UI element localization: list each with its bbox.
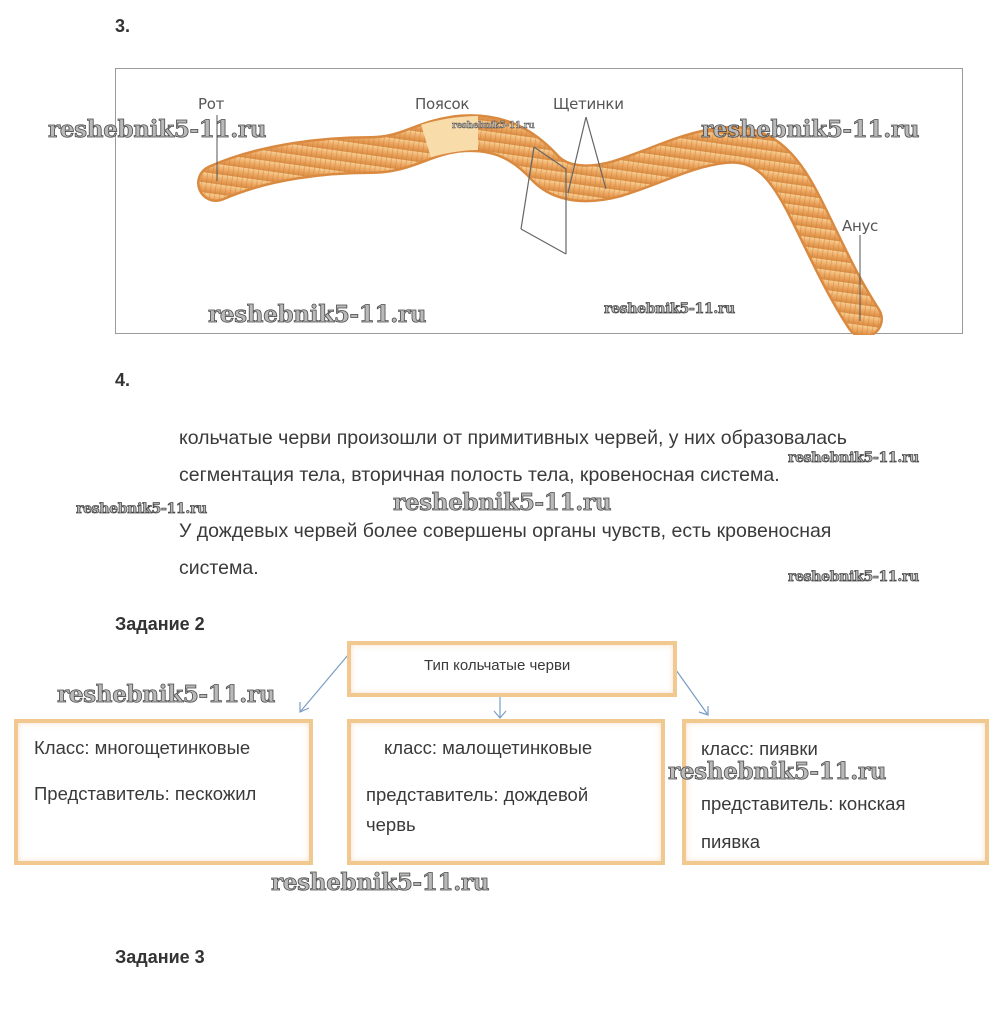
task-2-title: Задание 2 [115,614,205,634]
arrow-to-hirudinea [676,670,708,715]
class-1-name: Класс: многощетинковые [34,737,251,758]
class-3-name: класс: пиявки [701,738,818,759]
watermark: reshebnik5-11.ru [57,681,276,708]
arrow-to-polychaeta [300,655,348,712]
class-box-hirudinea [682,719,989,865]
label-setae: Щетинки [553,95,624,113]
section-4-number: 4. [115,370,131,390]
task-3-title: Задание 3 [115,947,205,967]
paragraph-1-line-2: сегментация тела, вторичная полость тела, кровеносная система. [179,464,780,486]
label-mouth: Рот [198,95,225,113]
class-box-polychaeta [14,719,313,865]
class-2-representative-cont: червь [366,814,416,835]
watermark: reshebnik5-11.ru [668,758,887,785]
class-box-oligochaeta [347,719,665,865]
watermark: reshebnik5-11.ru [48,116,267,143]
class-1-representative: Представитель: пескожил [34,783,257,804]
paragraph-2-line-1: У дождевых червей более совершены органы чувств, есть кровеносная [179,520,832,542]
watermark: reshebnik5-11.ru [76,501,207,517]
watermark: reshebnik5-11.ru [701,116,920,143]
label-clitellum: Поясок [415,95,470,113]
class-2-name: класс: малощетинковые [384,737,593,758]
watermark: reshebnik5-11.ru [393,489,612,516]
watermark: reshebnik5-11.ru [788,569,919,585]
watermark: reshebnik5-11.ru [271,869,490,896]
class-3-representative-cont: пиявка [701,831,760,852]
label-anus: Анус [842,217,878,235]
watermark: reshebnik5-11.ru [604,301,735,317]
paragraph-1-line-1: кольчатые черви произошли от примитивных червей, у них образовалась [179,427,847,449]
watermark: reshebnik5-11.ru [788,450,919,466]
phylum-root-label: Тип кольчатые черви [424,657,571,674]
section-3-number: 3. [115,16,131,36]
paragraph-2-line-2: система. [179,557,259,579]
watermark: reshebnik5-11.ru [208,301,427,328]
phylum-root-box [347,641,677,697]
class-3-representative: представитель: конская [701,793,906,814]
watermark: reshebnik5-11.ru [452,121,535,131]
class-2-representative: представитель: дождевой [366,784,589,805]
